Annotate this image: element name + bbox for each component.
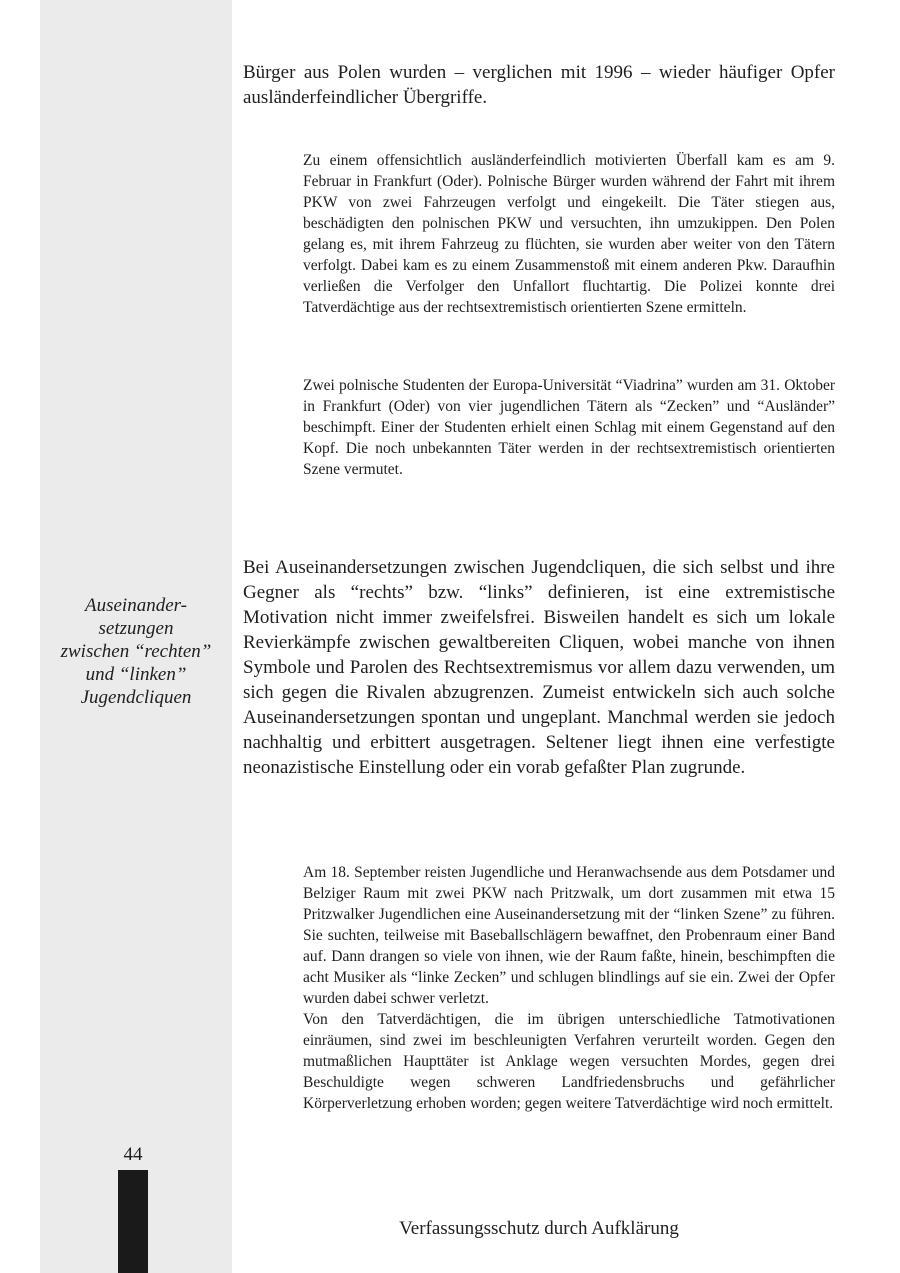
case-report-3 xyxy=(303,862,835,1114)
intro-paragraph: Bürger aus Polen wurden – verglichen mit 1996 – wieder häufiger Opfer ausländerfeindlicher Übergriffe. xyxy=(243,62,835,108)
page-number: 44 xyxy=(123,1144,143,1165)
margin-note-line: zwischen “rechten” xyxy=(60,641,212,662)
main-paragraph: Bei Auseinandersetzungen zwischen Jugendcliquen, die sich selbst und ihre Gegner als “rechts” bzw. “links” definieren, ist eine extremistische Motivation nicht immer zweifelsfrei. Bisweilen handelt es sich um lokale Revierkämpfe zwischen gewaltbereiten Cliquen, wobei manche von ihnen Symbole und Parolen des Rechtsextremismus vor allem dazu verwenden, um sich gegen die Rivalen abzugrenzen. Zumeist entwickeln sich auch solche Auseinandersetzungen spontan und ungeplant. Manchmal werden sie jedoch nachhaltig und erbittert ausgetragen. Seltener liegt ihnen eine verfestigte neonazistische Einstellung oder ein vorab gefaßter Plan zugrunde. xyxy=(243,557,835,778)
case-report-1: Zu einem offensichtlich ausländerfeindlich motivierten Überfall kam es am 9. Februar in Frankfurt (Oder). Polnische Bürger wurden während der Fahrt mit ihrem PKW von zwei Fahrzeugen verfolgt und eingekeilt. Die Täter stiegen aus, beschädigten den polnischen PKW und versuchten, ihn umzukippen. Den Polen gelang es, mit ihrem Fahrzeug zu flüchten, sie wurden aber weiter von den Tätern verfolgt. Dabei kam es zu einem Zusammenstoß mit einem anderen Pkw. Daraufhin verließen die Verfolger den Unfallort fluchtartig. Die Polizei konnte drei Tatverdächtige aus der rechtsextremistisch orientierten Szene ermitteln. xyxy=(303,152,835,316)
page-edge-tab xyxy=(118,1170,148,1273)
margin-note-line: Auseinander- xyxy=(85,595,187,616)
case-report-2: Zwei polnische Studenten der Europa-Universität “Viadrina” wurden am 31. Oktober in Frankfurt (Oder) von vier jugendlichen Tätern als “Zecken” und “Ausländer” beschimpft. Einer der Studenten erhielt einen Schlag mit einem Gegenstand auf den Kopf. Die noch unbekannten Täter werden in der rechtsextremistisch orientierten Szene vermutet. xyxy=(303,377,835,478)
margin-note xyxy=(40,594,232,709)
margin-note-line: Jugendcliquen xyxy=(80,687,192,708)
footer-title: Verfassungsschutz durch Aufklärung xyxy=(399,1218,679,1239)
case-report-3-part-2: Von den Tatverdächtigen, die im übrigen unterschiedliche Tatmotivationen einräumen, sind zwei im beschleunigten Verfahren verurteilt worden. Gegen den mutmaßlichen Haupttäter ist Anklage wegen versuchten Mordes, gegen drei Beschuldigte wegen schweren Landfriedensbruchs und gefährlicher Körperverletzung erhoben worden; gegen weitere Tatverdächtige wird noch ermittelt. xyxy=(303,1011,835,1112)
margin-note-line: setzungen xyxy=(98,618,174,639)
case-report-3-part-1: Am 18. September reisten Jugendliche und Heranwachsende aus dem Potsdamer und Belziger Raum mit zwei PKW nach Pritzwalk, um dort zusammen mit etwa 15 Pritzwalker Jugendlichen eine Auseinandersetzung mit der “linken Szene” zu führen. Sie suchten, teilweise mit Baseballschlägern bewaffnet, den Probenraum einer Band auf. Dann drangen so viele von ihnen, wie der Raum faßte, hinein, beschimpften die acht Musiker als “linke Zecken” und schlugen blindlings auf sie ein. Zwei der Opfer wurden dabei schwer verletzt. xyxy=(303,864,835,1007)
margin-note-line: und “linken” xyxy=(85,664,187,685)
